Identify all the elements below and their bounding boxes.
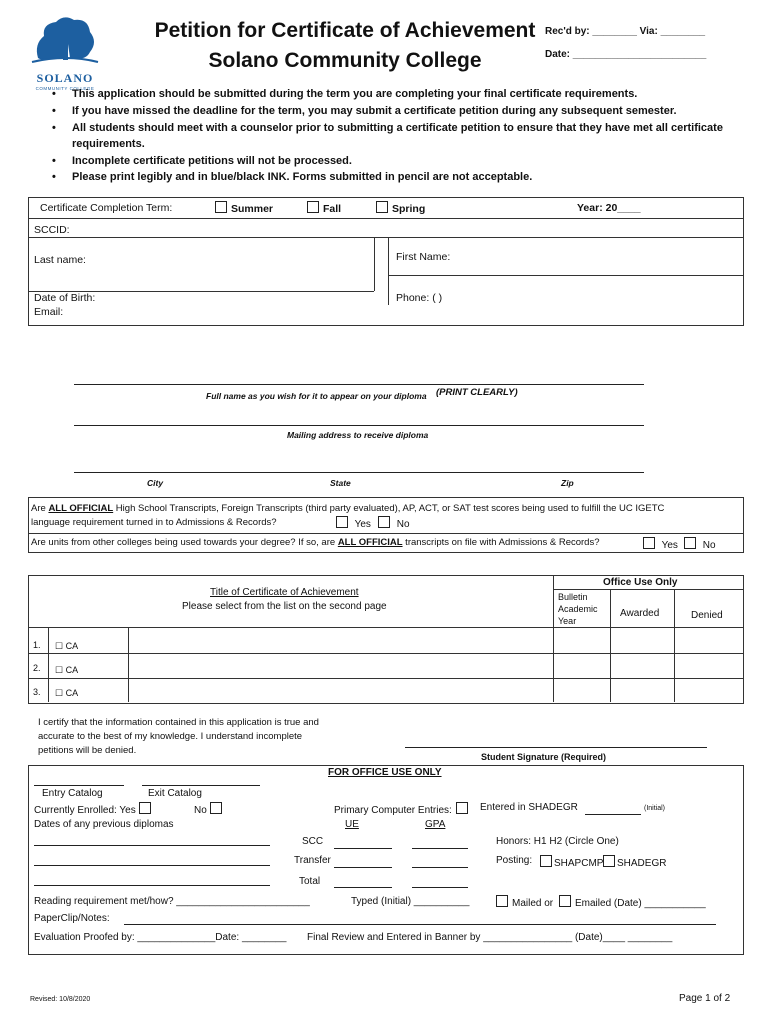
spring-label: Spring xyxy=(392,203,426,215)
typed-field[interactable]: Typed (Initial) __________ xyxy=(351,896,470,907)
mailed-checkbox[interactable] xyxy=(496,895,553,909)
full-name-caption: Full name as you wish for it to appear on your diploma xyxy=(206,391,427,401)
certify-line-2: accurate to the best of my knowledge. I understand incomplete xyxy=(38,731,303,742)
entered-shadegr-label: Entered in SHADEGR xyxy=(480,802,578,813)
email-field[interactable]: Email: xyxy=(34,306,64,318)
checkbox-icon xyxy=(215,201,227,213)
yes-label: Yes xyxy=(354,519,371,530)
date-field[interactable]: Date: ________________________ xyxy=(545,49,707,60)
checkbox-icon xyxy=(376,201,388,213)
dob-field[interactable]: Date of Birth: xyxy=(34,292,96,304)
row-number: 2. xyxy=(33,663,41,673)
q1-yes-checkbox[interactable] xyxy=(336,516,371,530)
city-caption: City xyxy=(147,478,164,488)
q2-no-checkbox[interactable] xyxy=(684,537,716,551)
page-number: Page 1 of 2 xyxy=(679,993,731,1004)
checkbox-icon xyxy=(496,895,508,907)
certify-line-3: petitions will be denied. xyxy=(38,745,137,756)
row-1-ca-checkbox[interactable]: ☐ CA xyxy=(55,641,79,651)
bullet-1: • This application should be submitted during the term you are completing your final certificate requirements. xyxy=(72,88,637,100)
office-use-label: Office Use Only xyxy=(603,577,678,588)
checkbox-icon xyxy=(307,201,319,213)
table-row xyxy=(33,663,41,673)
signature-line[interactable] xyxy=(405,747,707,748)
row-number: 1. xyxy=(33,640,41,650)
term-label: Certificate Completion Term: xyxy=(40,202,173,214)
primary-entries-checkbox[interactable] xyxy=(334,802,472,816)
gpa-label: GPA xyxy=(425,819,446,830)
tree-icon xyxy=(30,14,100,66)
checkbox-icon xyxy=(336,516,348,528)
row-number: 3. xyxy=(33,687,41,697)
q1-rest: High School Transcripts, Foreign Transcripts (third party evaluated), AP, ACT, or SAT test scores being used to fulfill the UC IGETC xyxy=(113,503,665,514)
bullet-3: • All students should meet with a counselor prior to submitting a certificate petition to ensure that they have met all certificate xyxy=(72,122,723,134)
logo-name: SOLANO xyxy=(36,71,94,85)
cert-title-header: Title of Certificate of Achievement xyxy=(210,587,359,598)
q2-rest: transcripts on file with Admissions & Records? xyxy=(402,537,600,548)
bullet-5: • Please print legibly and in blue/black INK. Forms submitted in pencil are not acceptable. xyxy=(72,171,532,183)
year-field[interactable]: Year: 20____ xyxy=(577,202,641,214)
certificate-table xyxy=(28,575,744,704)
total-label: Total xyxy=(299,876,321,887)
state-caption: State xyxy=(330,478,351,488)
eval-proofed-field[interactable]: Evaluation Proofed by: ______________Date: ________ xyxy=(34,932,287,943)
page-title: Petition for Certificate of Achievement xyxy=(154,19,536,42)
logo-subtitle: COMMUNITY COLLEGE xyxy=(35,86,95,91)
page-subtitle: Solano Community College xyxy=(208,49,482,72)
summer-label: Summer xyxy=(231,203,274,215)
q1-no-checkbox[interactable] xyxy=(378,516,410,530)
term-fall-checkbox[interactable] xyxy=(307,201,341,215)
emailed-label: Emailed (Date) ___________ xyxy=(575,898,706,909)
primary-entries-label: Primary Computer Entries: xyxy=(334,805,452,816)
q1-line2: language requirement turned in to Admissions & Records? xyxy=(31,517,277,528)
enrolled-yes-checkbox[interactable] xyxy=(34,802,155,816)
checkbox-icon xyxy=(540,855,552,867)
transcripts-question-1 xyxy=(31,503,664,514)
mailed-label: Mailed or xyxy=(512,898,554,909)
ue-label: UE xyxy=(345,819,359,830)
awarded-header: Awarded xyxy=(620,608,660,619)
print-clearly-caption: (PRINT CLEARLY) xyxy=(436,387,518,398)
bullet-2: • If you have missed the deadline for the term, you may submit a certificate petition during any subsequent semester. xyxy=(72,105,677,117)
denied-header: Denied xyxy=(691,610,723,621)
yes-label: Yes xyxy=(661,540,678,551)
row-3-ca-checkbox[interactable]: ☐ CA xyxy=(55,688,79,698)
checkbox-icon xyxy=(684,537,696,549)
checkbox-icon xyxy=(139,802,151,814)
zip-caption: Zip xyxy=(561,478,574,488)
checkbox-icon xyxy=(210,802,222,814)
phone-field[interactable]: Phone: ( ) xyxy=(396,292,443,304)
prev-diplomas-label: Dates of any previous diplomas xyxy=(34,819,174,830)
enrolled-label: Currently Enrolled: Yes xyxy=(34,805,136,816)
exit-catalog-label: Exit Catalog xyxy=(148,788,202,799)
shapcmp-label: SHAPCMP xyxy=(554,858,604,869)
student-info-section xyxy=(28,217,744,326)
final-review-field[interactable]: Final Review and Entered in Banner by ________________ (Date)____ ________ xyxy=(307,932,673,943)
checkbox-icon xyxy=(378,516,390,528)
sccid-field[interactable]: SCCID: xyxy=(34,224,70,236)
paperclip-notes-line[interactable] xyxy=(124,924,716,925)
checkbox-icon xyxy=(456,802,468,814)
no-label: No xyxy=(194,805,207,816)
recd-by-field[interactable]: Rec'd by: ________ Via: ________ xyxy=(545,26,706,37)
term-spring-checkbox[interactable] xyxy=(376,201,425,215)
q1-prefix: Are xyxy=(31,503,49,514)
row-2-ca-checkbox[interactable]: ☐ CA xyxy=(55,665,79,675)
checkbox-icon xyxy=(603,855,615,867)
bulletin-header: Bulletin Academic Year xyxy=(558,592,598,626)
revised-date: Revised: 10/8/2020 xyxy=(30,996,91,1003)
shapcmp-checkbox[interactable] xyxy=(540,855,603,869)
scc-label: SCC xyxy=(302,836,324,847)
term-summer-checkbox[interactable] xyxy=(215,201,273,215)
honors-label: Honors: H1 H2 (Circle One) xyxy=(496,836,619,847)
table-row xyxy=(33,640,41,650)
shadegr-label: SHADEGR xyxy=(617,858,667,869)
mailing-caption: Mailing address to receive diploma xyxy=(287,430,429,440)
office-heading: FOR OFFICE USE ONLY xyxy=(328,767,442,778)
certify-line-1: I certify that the information contained in this application is true and xyxy=(38,717,319,728)
checkbox-icon xyxy=(559,895,571,907)
q2-bold: ALL OFFICIAL xyxy=(337,537,403,548)
table-row xyxy=(33,687,41,697)
transfer-label: Transfer xyxy=(294,855,331,866)
transcripts-question-2 xyxy=(31,537,600,548)
last-name-field[interactable]: Last name: xyxy=(34,254,86,266)
signature-label: Student Signature (Required) xyxy=(481,752,607,762)
entry-catalog-label: Entry Catalog xyxy=(42,788,103,799)
fall-label: Fall xyxy=(323,203,342,215)
checkbox-icon xyxy=(643,537,655,549)
q1-bold: ALL OFFICIAL xyxy=(48,503,114,514)
first-name-field[interactable]: First Name: xyxy=(396,251,451,263)
cert-title-sub: Please select from the list on the second page xyxy=(182,601,387,612)
q2-yes-checkbox[interactable] xyxy=(643,537,678,551)
paperclip-label: PaperClip/Notes: xyxy=(34,913,110,924)
q2-prefix: Are units from other colleges being used towards your degree? If so, are xyxy=(31,537,338,548)
no-label: No xyxy=(702,540,716,551)
posting-label: Posting: xyxy=(496,855,533,866)
shadegr-checkbox[interactable] xyxy=(603,855,666,869)
bullet-4: • Incomplete certificate petitions will not be processed. xyxy=(72,155,352,167)
no-label: No xyxy=(396,519,410,530)
initial-label: (Initial) xyxy=(644,805,666,812)
bullet-3-cont: requirements. xyxy=(72,138,145,150)
reading-field[interactable]: Reading requirement met/how? ________________________ xyxy=(34,896,310,907)
emailed-checkbox[interactable] xyxy=(559,895,706,909)
enrolled-no-checkbox[interactable] xyxy=(194,802,226,816)
college-logo xyxy=(30,14,100,91)
